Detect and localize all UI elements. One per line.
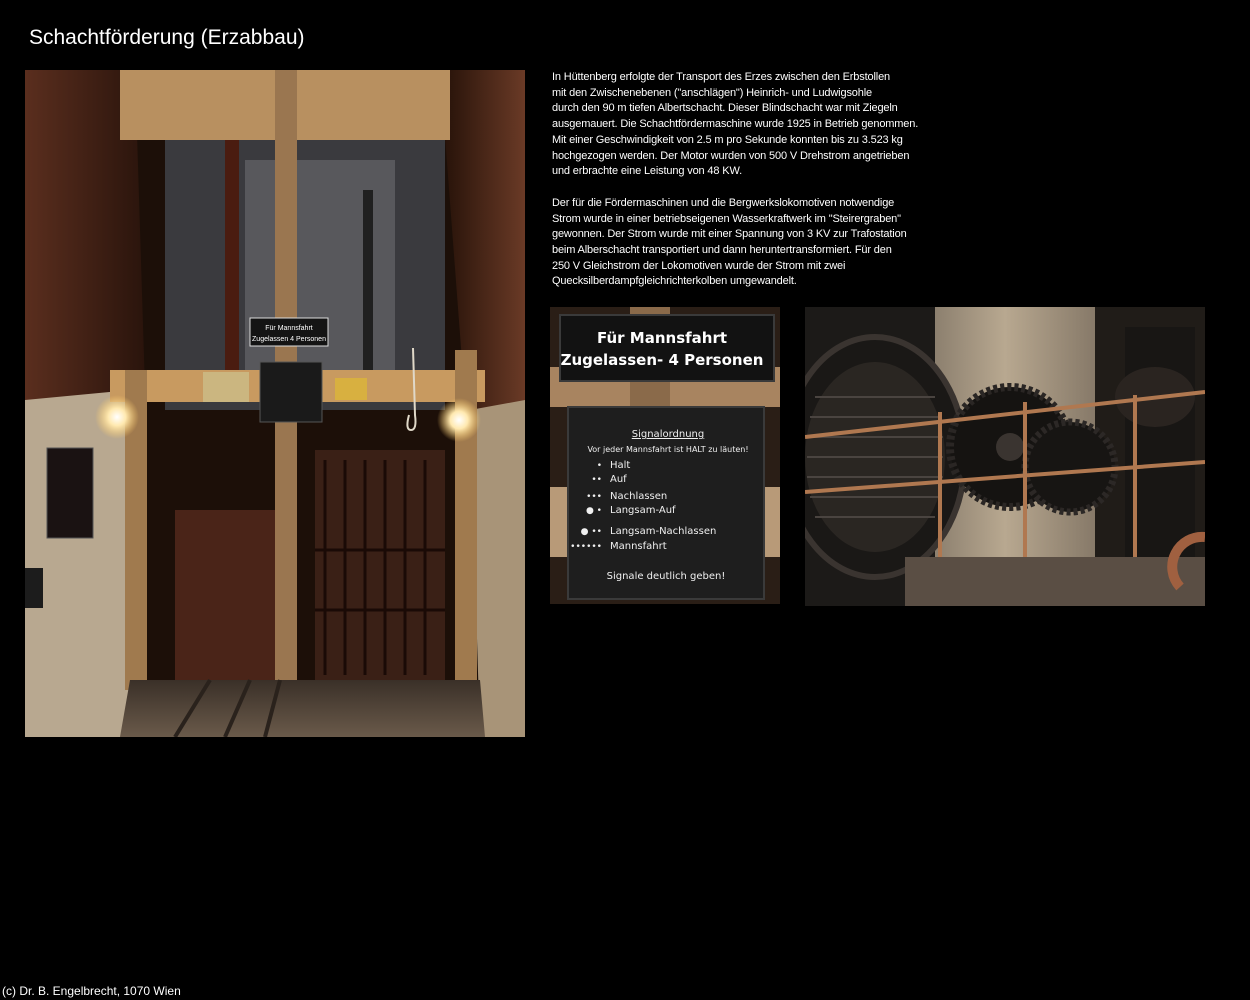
description-line: gewonnen. Der Strom wurde mit einer Spannung von 3 KV zur Trafostation — [552, 228, 907, 241]
photo-shaft-entrance-image — [25, 70, 525, 737]
description-paragraph-2 — [552, 196, 992, 290]
sign-signal-dots: ● •• — [580, 527, 602, 537]
description-paragraph-1 — [552, 70, 992, 180]
photo-main-sign-line-1: Für Mannsfahrt — [265, 325, 313, 332]
photo-signal-board-image — [550, 307, 780, 604]
sign-signal-dots: • — [596, 461, 602, 471]
description-line: Der für die Fördermaschinen und die Bergwerkslokomotiven notwendige — [552, 196, 895, 209]
copyright-notice: (c) Dr. B. Engelbrecht, 1070 Wien — [2, 984, 181, 998]
sign-signal-label: Auf — [610, 474, 627, 485]
sign-board-title: Signalordnung — [631, 429, 705, 440]
sign-signal-label: Mannsfahrt — [610, 541, 667, 552]
description-line: Mit einer Geschwindigkeit von 2.5 m pro Sekunde konnten bis zu 3.523 kg — [552, 133, 903, 146]
description-line: hochgezogen werden. Der Motor wurden von 500 V Drehstrom angetrieben — [552, 149, 910, 162]
description-line: 250 V Gleichstrom der Lokomotiven wurde der Strom mit zwei — [552, 259, 846, 272]
sign-header-line-1: Für Mannsfahrt — [596, 329, 728, 347]
sign-signal-dots: ● • — [585, 506, 602, 516]
sign-board-subtitle: Vor jeder Mannsfahrt ist HALT zu läuten! — [587, 445, 749, 454]
sign-signal-label: Nachlassen — [610, 491, 668, 502]
sign-signal-dots: •••••• — [570, 542, 602, 552]
sign-signal-label: Langsam-Auf — [610, 505, 676, 516]
photo-shaft-entrance[interactable] — [25, 70, 525, 737]
photo-main-sign-line-2: Zugelassen 4 Personen — [252, 336, 326, 343]
description-line: ausgemauert. Die Schachtfördermaschine wurde 1925 in Betrieb genommen. — [552, 118, 919, 131]
sign-signal-label: Langsam-Nachlassen — [610, 526, 717, 537]
description-line: Quecksilberdampfgleichrichterkolben umgewandelt. — [552, 275, 797, 288]
sign-signal-label: Halt — [610, 460, 631, 471]
description — [552, 70, 992, 306]
sign-header-line-2: Zugelassen- 4 Personen — [560, 351, 764, 369]
description-line: Strom wurde in einer betriebseigenen Wasserkraftwerk im "Steirergraben" — [552, 212, 901, 225]
description-line: mit den Zwischenebenen ("anschlägen") Heinrich- und Ludwigsohle — [552, 86, 872, 99]
description-line: durch den 90 m tiefen Albertschacht. Dieser Blindschacht war mit Ziegeln — [552, 102, 898, 115]
sign-board-footer: Signale deutlich geben! — [606, 571, 726, 582]
description-line: und erbrachte eine Leistung von 48 KW. — [552, 165, 742, 178]
description-line: beim Alberschacht transportiert und dann heruntertransformiert. Für den — [552, 244, 892, 257]
photo-hoisting-machine-image — [805, 307, 1205, 606]
photo-signal-board[interactable] — [550, 307, 780, 604]
sign-signal-dots: ••• — [586, 492, 602, 502]
page-title: Schachtförderung (Erzabbau) — [29, 26, 305, 49]
photo-hoisting-machine[interactable] — [805, 307, 1205, 606]
sign-signal-dots: •• — [591, 475, 602, 485]
description-line: In Hüttenberg erfolgte der Transport des Erzes zwischen den Erbstollen — [552, 71, 891, 83]
